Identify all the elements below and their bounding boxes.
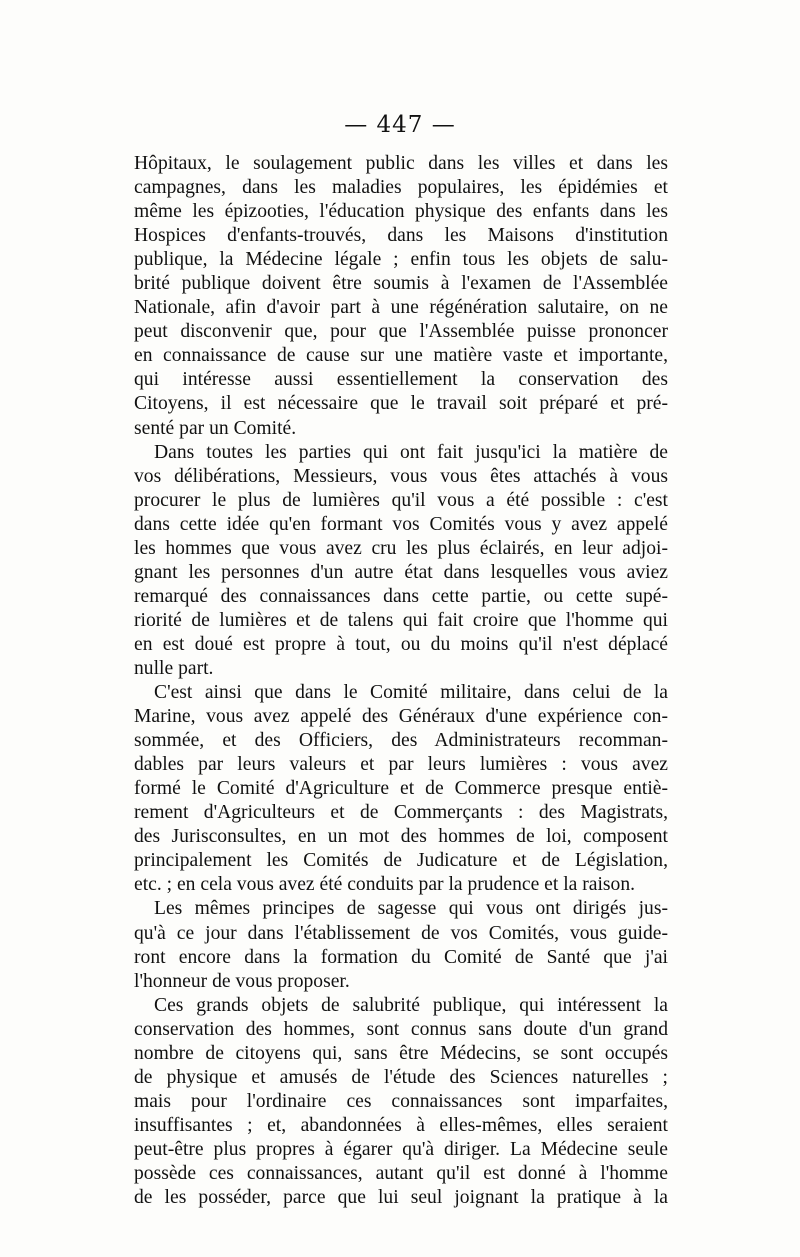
text-line: riorité de lumières et de talens qui fait croire que l'homme qui — [134, 609, 668, 631]
paragraph — [134, 897, 668, 993]
text-line: Nationale, afin d'avoir part à une régénération salutaire, on ne — [134, 297, 668, 319]
text-line: insuffisantes ; et, abandonnées à elles-mêmes, elles seraient — [134, 1114, 668, 1136]
paragraph — [134, 152, 668, 441]
text-line: Citoyens, il est nécessaire que le travail soit préparé et pré- — [134, 393, 668, 415]
text-line: mais pour l'ordinaire ces connaissances sont imparfaites, — [134, 1090, 668, 1112]
text-line: formé le Comité d'Agriculture et de Commerce presque entiè- — [134, 778, 668, 800]
text-line: les hommes que vous avez cru les plus éclairés, en leur adjoi- — [134, 537, 668, 559]
text-line: Ces grands objets de salubrité publique, qui intéressent la — [154, 994, 668, 1016]
text-line: de physique et amusés de l'étude des Sciences naturelles ; — [134, 1066, 668, 1088]
paragraph — [134, 681, 668, 897]
text-line: gnant les personnes d'un autre état dans lesquelles vous aviez — [134, 561, 668, 583]
text-line: l'honneur de vous proposer. — [134, 970, 350, 992]
text-line: nombre de citoyens qui, sans être Médecins, se sont occupés — [134, 1042, 668, 1064]
text-line: Hôpitaux, le soulagement public dans les villes et dans les — [134, 153, 668, 174]
text-line: senté par un Comité. — [134, 417, 297, 439]
text-line: sommée, et des Officiers, des Administrateurs recomman- — [134, 730, 668, 752]
text-line: ront encore dans la formation du Comité de Santé que j'ai — [134, 946, 668, 968]
paragraph — [134, 994, 668, 1210]
text-line: rement d'Agriculteurs et de Commerçants : des Magistrats, — [134, 802, 668, 824]
text-line: principalement les Comités de Judicature et de Législation, — [134, 850, 668, 872]
text-line: vos délibérations, Messieurs, vous vous êtes attachés à vous — [134, 465, 668, 487]
paragraph — [134, 441, 668, 681]
text-line: Marine, vous avez appelé des Généraux d'une expérience con- — [134, 706, 668, 728]
text-line: dans cette idée qu'en formant vos Comités vous y avez appelé — [134, 513, 668, 535]
text-line: de les posséder, parce que lui seul joignant la pratique à la — [134, 1187, 668, 1209]
text-line: en est doué est propre à tout, ou du moins qu'il n'est déplacé — [134, 633, 668, 655]
text-line: campagnes, dans les maladies populaires, les épidémies et — [134, 177, 668, 199]
text-line: en connaissance de cause sur une matière vaste et importante, — [134, 345, 668, 367]
text-line: qui intéresse aussi essentiellement la conservation des — [134, 369, 668, 391]
text-line: brité publique doivent être soumis à l'examen de l'Assemblée — [134, 273, 668, 295]
text-line: etc. ; en cela vous avez été conduits par la prudence et la raison. — [134, 874, 636, 896]
text-line: Dans toutes les parties qui ont fait jusqu'ici la matière de — [154, 441, 668, 463]
text-line: remarqué des connaissances dans cette partie, ou cette supé- — [134, 585, 668, 607]
text-line: C'est ainsi que dans le Comité militaire, dans celui de la — [154, 682, 668, 704]
text-line: possède ces connaissances, autant qu'il est donné à l'homme — [134, 1162, 668, 1184]
text-line: peut-être plus propres à égarer qu'à diriger. La Médecine seule — [134, 1138, 668, 1160]
text-line: peut disconvenir que, pour que l'Assemblée puisse prononcer — [134, 321, 668, 343]
body-text — [134, 152, 668, 1210]
page-number: — 447 — — [344, 112, 456, 138]
text-line: Les mêmes principes de sagesse qui vous ont dirigés jus- — [154, 898, 668, 920]
text-line: Hospices d'enfants-trouvés, dans les Maisons d'institution — [134, 225, 668, 247]
text-line: procurer le plus de lumières qu'il vous a été possible : c'est — [134, 489, 668, 511]
text-line: nulle part. — [134, 657, 214, 679]
text-line: qu'à ce jour dans l'établissement de vos Comités, vous guide- — [134, 922, 668, 944]
text-line: des Jurisconsultes, en un mot des hommes de loi, composent — [134, 826, 668, 848]
text-line: même les épizooties, l'éducation physique des enfants dans les — [134, 201, 668, 223]
text-line: conservation des hommes, sont connus sans doute d'un grand — [134, 1018, 668, 1040]
text-line: dables par leurs valeurs et par leurs lumières : vous avez — [134, 754, 668, 776]
text-line: publique, la Médecine légale ; enfin tous les objets de salu- — [134, 249, 668, 271]
